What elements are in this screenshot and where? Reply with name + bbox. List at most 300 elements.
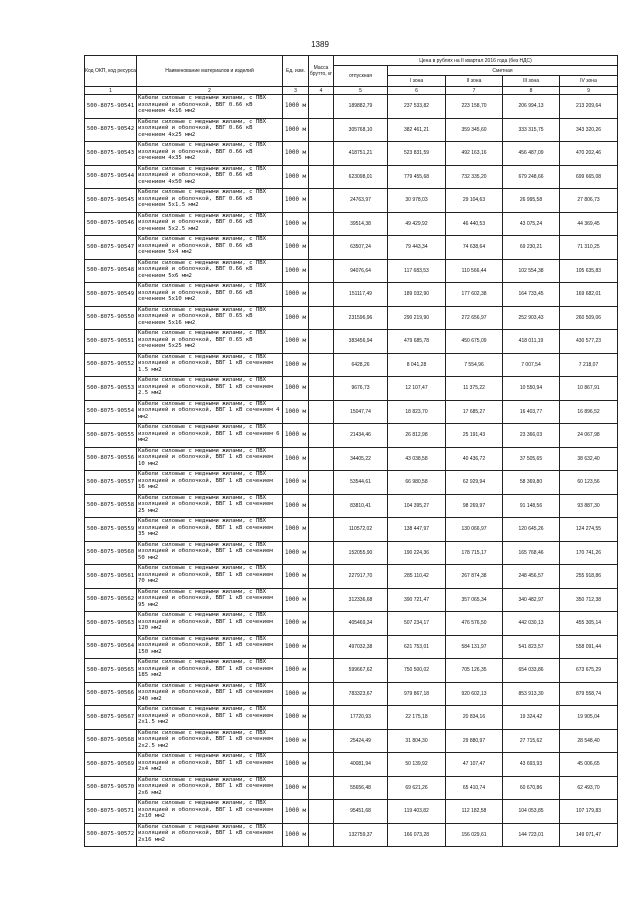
material-name: Кабели силовые с медными жилами, с ПВХ изоляцией и оболочкой, ВВГ 0.66 кВ сечением 5х1.5 мм2 — [137, 189, 283, 213]
estimate-price-zone-1: 22 175,18 — [388, 706, 446, 730]
table-row — [85, 330, 618, 354]
estimate-price-zone-4: 343 320,26 — [560, 118, 618, 142]
estimate-price-zone-1: 779 455,68 — [388, 165, 446, 189]
resource-code: 500-8075-90544 — [85, 165, 137, 189]
estimate-price-zone-2: 732 335,20 — [446, 165, 503, 189]
col-number: 7 — [446, 87, 503, 95]
price-table — [84, 55, 618, 847]
release-price: 405469,34 — [334, 612, 388, 636]
table-row — [85, 729, 618, 753]
unit-of-measure: 1000 м — [283, 612, 309, 636]
col-number: 6 — [388, 87, 446, 95]
gross-mass — [309, 682, 334, 706]
material-name: Кабели силовые с медными жилами, с ПВХ изоляцией и оболочкой, ВВГ 1 кВ сечением 120 мм2 — [137, 612, 283, 636]
resource-code: 500-8075-90568 — [85, 729, 137, 753]
estimate-price-zone-1: 12 107,47 — [388, 377, 446, 401]
release-price: 9676,73 — [334, 377, 388, 401]
estimate-price-zone-2: 112 182,58 — [446, 800, 503, 824]
material-name: Кабели силовые с медными жилами, с ПВХ изоляцией и оболочкой, ВВГ 1 кВ сечением 50 мм2 — [137, 541, 283, 565]
gross-mass — [309, 729, 334, 753]
resource-code: 500-8075-90570 — [85, 776, 137, 800]
estimate-price-zone-1: 979 867,18 — [388, 682, 446, 706]
unit-of-measure: 1000 м — [283, 518, 309, 542]
release-price: 599667,62 — [334, 659, 388, 683]
estimate-price-zone-1: 117 683,53 — [388, 259, 446, 283]
col-number: 1 — [85, 87, 137, 95]
estimate-price-zone-2: 110 566,44 — [446, 259, 503, 283]
estimate-price-zone-3: 43 693,93 — [503, 753, 560, 777]
table-row — [85, 612, 618, 636]
estimate-price-zone-4: 44 369,45 — [560, 212, 618, 236]
material-name: Кабели силовые с медными жилами, с ПВХ изоляцией и оболочкой, ВВГ 1 кВ сечением 240 мм2 — [137, 682, 283, 706]
unit-of-measure: 1000 м — [283, 565, 309, 589]
gross-mass — [309, 706, 334, 730]
table-row — [85, 635, 618, 659]
table-row — [85, 283, 618, 307]
estimate-price-zone-4: 19 905,04 — [560, 706, 618, 730]
resource-code: 500-8075-90549 — [85, 283, 137, 307]
unit-of-measure: 1000 м — [283, 330, 309, 354]
gross-mass — [309, 565, 334, 589]
resource-code: 500-8075-90553 — [85, 377, 137, 401]
header-unit: Ед. изм. — [283, 56, 309, 87]
estimate-price-zone-1: 523 831,59 — [388, 142, 446, 166]
col-number: 9 — [560, 87, 618, 95]
header-price-title: Цена в рублях на II квартал 2016 года (без НДС) — [334, 56, 618, 66]
estimate-price-zone-4: 213 209,64 — [560, 95, 618, 119]
release-price: 312336,68 — [334, 588, 388, 612]
material-name: Кабели силовые с медными жилами, с ПВХ изоляцией и оболочкой, ВВГ 0.66 кВ сечением 4х35 мм2 — [137, 142, 283, 166]
estimate-price-zone-1: 18 823,70 — [388, 400, 446, 424]
gross-mass — [309, 494, 334, 518]
material-name: Кабели силовые с медными жилами, с ПВХ изоляцией и оболочкой, ВВГ 1 кВ сечением 10 мм2 — [137, 447, 283, 471]
material-name: Кабели силовые с медными жилами, с ПВХ изоляцией и оболочкой, ВВГ 0.65 кВ сечением 5х25 мм2 — [137, 330, 283, 354]
estimate-price-zone-3: 102 554,38 — [503, 259, 560, 283]
estimate-price-zone-1: 43 038,58 — [388, 447, 446, 471]
material-name: Кабели силовые с медными жилами, с ПВХ изоляцией и оболочкой, ВВГ 0.65 кВ сечением 5х16 мм2 — [137, 306, 283, 330]
estimate-price-zone-4: 45 006,65 — [560, 753, 618, 777]
header-name: Наименование материалов и изделий — [137, 56, 283, 87]
release-price: 34405,22 — [334, 447, 388, 471]
estimate-price-zone-1: 750 500,02 — [388, 659, 446, 683]
estimate-price-zone-3: 206 994,13 — [503, 95, 560, 119]
unit-of-measure: 1000 м — [283, 635, 309, 659]
estimate-price-zone-4: 7 218,07 — [560, 353, 618, 377]
table-row — [85, 753, 618, 777]
gross-mass — [309, 588, 334, 612]
resource-code: 500-8075-90565 — [85, 659, 137, 683]
table-row — [85, 659, 618, 683]
unit-of-measure: 1000 м — [283, 212, 309, 236]
gross-mass — [309, 283, 334, 307]
unit-of-measure: 1000 м — [283, 823, 309, 847]
estimate-price-zone-1: 79 443,34 — [388, 236, 446, 260]
release-price: 39514,38 — [334, 212, 388, 236]
resource-code: 500-8075-90563 — [85, 612, 137, 636]
estimate-price-zone-3: 58 369,80 — [503, 471, 560, 495]
table-row — [85, 259, 618, 283]
release-price: 383456,94 — [334, 330, 388, 354]
material-name: Кабели силовые с медными жилами, с ПВХ изоляцией и оболочкой, ВВГ 0.66 кВ сечением 4х25 мм2 — [137, 118, 283, 142]
estimate-price-zone-4: 28 548,40 — [560, 729, 618, 753]
gross-mass — [309, 142, 334, 166]
gross-mass — [309, 518, 334, 542]
material-name: Кабели силовые с медными жилами, с ПВХ изоляцией и оболочкой, ВВГ 1 кВ сечением 70 мм2 — [137, 565, 283, 589]
estimate-price-zone-2: 11 375,22 — [446, 377, 503, 401]
estimate-price-zone-2: 25 191,43 — [446, 424, 503, 448]
unit-of-measure: 1000 м — [283, 447, 309, 471]
estimate-price-zone-1: 190 224,36 — [388, 541, 446, 565]
unit-of-measure: 1000 м — [283, 377, 309, 401]
unit-of-measure: 1000 м — [283, 588, 309, 612]
material-name: Кабели силовые с медными жилами, с ПВХ изоляцией и оболочкой, ВВГ 0.66 кВ сечением 4х50 мм2 — [137, 165, 283, 189]
gross-mass — [309, 353, 334, 377]
unit-of-measure: 1000 м — [283, 682, 309, 706]
estimate-price-zone-4: 62 493,70 — [560, 776, 618, 800]
gross-mass — [309, 165, 334, 189]
unit-of-measure: 1000 м — [283, 494, 309, 518]
material-name: Кабели силовые с медными жилами, с ПВХ изоляцией и оболочкой, ВВГ 1 кВ сечением 2х1.5 мм2 — [137, 706, 283, 730]
table-row — [85, 95, 618, 119]
estimate-price-zone-4: 430 577,23 — [560, 330, 618, 354]
estimate-price-zone-3: 853 913,30 — [503, 682, 560, 706]
estimate-price-zone-3: 164 733,45 — [503, 283, 560, 307]
unit-of-measure: 1000 м — [283, 729, 309, 753]
resource-code: 500-8075-90551 — [85, 330, 137, 354]
material-name: Кабели силовые с медными жилами, с ПВХ изоляцией и оболочкой, ВВГ 1 кВ сечением 2х2.5 мм2 — [137, 729, 283, 753]
estimate-price-zone-2: 272 656,97 — [446, 306, 503, 330]
unit-of-measure: 1000 м — [283, 471, 309, 495]
material-name: Кабели силовые с медными жилами, с ПВХ изоляцией и оболочкой, ВВГ 1 кВ сечением 35 мм2 — [137, 518, 283, 542]
estimate-price-zone-4: 149 071,47 — [560, 823, 618, 847]
estimate-price-zone-1: 479 685,78 — [388, 330, 446, 354]
unit-of-measure: 1000 м — [283, 189, 309, 213]
estimate-price-zone-4: 105 635,83 — [560, 259, 618, 283]
release-price: 305768,10 — [334, 118, 388, 142]
header-mass: Масса брутто, кг — [309, 56, 334, 87]
release-price: 95451,68 — [334, 800, 388, 824]
unit-of-measure: 1000 м — [283, 283, 309, 307]
estimate-price-zone-4: 27 806,73 — [560, 189, 618, 213]
gross-mass — [309, 471, 334, 495]
table-row — [85, 142, 618, 166]
resource-code: 500-8075-90555 — [85, 424, 137, 448]
table-row — [85, 706, 618, 730]
gross-mass — [309, 189, 334, 213]
estimate-price-zone-4: 260 509,06 — [560, 306, 618, 330]
estimate-price-zone-1: 8 041,28 — [388, 353, 446, 377]
table-row — [85, 541, 618, 565]
estimate-price-zone-2: 476 576,50 — [446, 612, 503, 636]
gross-mass — [309, 259, 334, 283]
estimate-price-zone-1: 49 429,92 — [388, 212, 446, 236]
gross-mass — [309, 541, 334, 565]
release-price: 152055,90 — [334, 541, 388, 565]
table-row — [85, 494, 618, 518]
table-row — [85, 118, 618, 142]
gross-mass — [309, 306, 334, 330]
estimate-price-zone-1: 69 621,26 — [388, 776, 446, 800]
estimate-price-zone-2: 98 269,97 — [446, 494, 503, 518]
estimate-price-zone-4: 16 896,52 — [560, 400, 618, 424]
estimate-price-zone-1: 621 753,01 — [388, 635, 446, 659]
release-price: 53544,61 — [334, 471, 388, 495]
resource-code: 500-8075-90567 — [85, 706, 137, 730]
release-price: 783323,67 — [334, 682, 388, 706]
estimate-price-zone-3: 654 033,86 — [503, 659, 560, 683]
release-price: 151117,49 — [334, 283, 388, 307]
estimate-price-zone-4: 10 867,91 — [560, 377, 618, 401]
estimate-price-zone-4: 255 918,86 — [560, 565, 618, 589]
material-name: Кабели силовые с медными жилами, с ПВХ изоляцией и оболочкой, ВВГ 1 кВ сечением 2х6 мм2 — [137, 776, 283, 800]
gross-mass — [309, 635, 334, 659]
table-row — [85, 823, 618, 847]
release-price: 231596,96 — [334, 306, 388, 330]
material-name: Кабели силовые с медными жилами, с ПВХ изоляцией и оболочкой, ВВГ 0.66 кВ сечением 5х6 мм2 — [137, 259, 283, 283]
estimate-price-zone-2: 74 638,64 — [446, 236, 503, 260]
unit-of-measure: 1000 м — [283, 659, 309, 683]
gross-mass — [309, 447, 334, 471]
release-price: 623098,01 — [334, 165, 388, 189]
table-row — [85, 212, 618, 236]
estimate-price-zone-1: 237 533,82 — [388, 95, 446, 119]
table-row — [85, 565, 618, 589]
header-code: Код ОКП, код ресурса — [85, 56, 137, 87]
unit-of-measure: 1000 м — [283, 236, 309, 260]
gross-mass — [309, 659, 334, 683]
unit-of-measure: 1000 м — [283, 541, 309, 565]
gross-mass — [309, 95, 334, 119]
resource-code: 500-8075-90557 — [85, 471, 137, 495]
gross-mass — [309, 823, 334, 847]
release-price: 497032,38 — [334, 635, 388, 659]
release-price: 24763,97 — [334, 189, 388, 213]
header-otpusknaya: отпускная — [334, 66, 388, 87]
unit-of-measure: 1000 м — [283, 353, 309, 377]
gross-mass — [309, 330, 334, 354]
col-number: 4 — [309, 87, 334, 95]
unit-of-measure: 1000 м — [283, 142, 309, 166]
table-row — [85, 424, 618, 448]
estimate-price-zone-2: 130 066,97 — [446, 518, 503, 542]
gross-mass — [309, 400, 334, 424]
resource-code: 500-8075-90543 — [85, 142, 137, 166]
release-price: 418751,21 — [334, 142, 388, 166]
release-price: 63507,24 — [334, 236, 388, 260]
material-name: Кабели силовые с медными жилами, с ПВХ изоляцией и оболочкой, ВВГ 1 кВ сечением 16 мм2 — [137, 471, 283, 495]
table-row — [85, 189, 618, 213]
table-row — [85, 165, 618, 189]
resource-code: 500-8075-90548 — [85, 259, 137, 283]
estimate-price-zone-4: 699 665,08 — [560, 165, 618, 189]
header-zone-4: IV зона — [560, 76, 618, 87]
col-number: 2 — [137, 87, 283, 95]
resource-code: 500-8075-90554 — [85, 400, 137, 424]
estimate-price-zone-2: 177 602,38 — [446, 283, 503, 307]
estimate-price-zone-1: 390 721,47 — [388, 588, 446, 612]
table-row — [85, 447, 618, 471]
table-row — [85, 377, 618, 401]
resource-code: 500-8075-90572 — [85, 823, 137, 847]
estimate-price-zone-1: 285 110,42 — [388, 565, 446, 589]
release-price: 15047,74 — [334, 400, 388, 424]
resource-code: 500-8075-90569 — [85, 753, 137, 777]
estimate-price-zone-3: 69 230,21 — [503, 236, 560, 260]
estimate-price-zone-3: 442 030,13 — [503, 612, 560, 636]
col-number: 3 — [283, 87, 309, 95]
unit-of-measure: 1000 м — [283, 95, 309, 119]
release-price: 83810,41 — [334, 494, 388, 518]
estimate-price-zone-2: 29 880,97 — [446, 729, 503, 753]
estimate-price-zone-3: 91 148,56 — [503, 494, 560, 518]
unit-of-measure: 1000 м — [283, 706, 309, 730]
unit-of-measure: 1000 м — [283, 776, 309, 800]
table-row — [85, 306, 618, 330]
estimate-price-zone-3: 37 505,65 — [503, 447, 560, 471]
resource-code: 500-8075-90561 — [85, 565, 137, 589]
release-price: 55656,48 — [334, 776, 388, 800]
gross-mass — [309, 236, 334, 260]
gross-mass — [309, 776, 334, 800]
resource-code: 500-8075-90546 — [85, 212, 137, 236]
estimate-price-zone-4: 879 558,74 — [560, 682, 618, 706]
estimate-price-zone-2: 47 107,47 — [446, 753, 503, 777]
estimate-price-zone-1: 104 395,27 — [388, 494, 446, 518]
estimate-price-zone-1: 166 073,28 — [388, 823, 446, 847]
estimate-price-zone-3: 679 248,66 — [503, 165, 560, 189]
resource-code: 500-8075-90562 — [85, 588, 137, 612]
estimate-price-zone-1: 382 461,21 — [388, 118, 446, 142]
estimate-price-zone-2: 267 874,38 — [446, 565, 503, 589]
estimate-price-zone-4: 470 202,46 — [560, 142, 618, 166]
unit-of-measure: 1000 м — [283, 800, 309, 824]
estimate-price-zone-4: 124 274,55 — [560, 518, 618, 542]
estimate-price-zone-3: 456 487,09 — [503, 142, 560, 166]
unit-of-measure: 1000 м — [283, 118, 309, 142]
unit-of-measure: 1000 м — [283, 259, 309, 283]
estimate-price-zone-3: 60 670,86 — [503, 776, 560, 800]
material-name: Кабели силовые с медными жилами, с ПВХ изоляцией и оболочкой, ВВГ 1 кВ сечением 150 мм2 — [137, 635, 283, 659]
resource-code: 500-8075-90556 — [85, 447, 137, 471]
table-row — [85, 236, 618, 260]
material-name: Кабели силовые с медными жилами, с ПВХ изоляцией и оболочкой, ВВГ 1 кВ сечением 2х16 мм2 — [137, 823, 283, 847]
estimate-price-zone-4: 455 305,14 — [560, 612, 618, 636]
estimate-price-zone-3: 144 723,01 — [503, 823, 560, 847]
resource-code: 500-8075-90559 — [85, 518, 137, 542]
resource-code: 500-8075-90571 — [85, 800, 137, 824]
page-number: 1389 — [311, 40, 329, 49]
release-price: 6428,26 — [334, 353, 388, 377]
release-price: 17720,93 — [334, 706, 388, 730]
header-zone-1: I зона — [388, 76, 446, 87]
estimate-price-zone-2: 17 685,27 — [446, 400, 503, 424]
table-row — [85, 800, 618, 824]
material-name: Кабели силовые с медными жилами, с ПВХ изоляцией и оболочкой, ВВГ 1 кВ сечением 2х10 мм2 — [137, 800, 283, 824]
estimate-price-zone-1: 30 978,03 — [388, 189, 446, 213]
col-number: 8 — [503, 87, 560, 95]
estimate-price-zone-1: 138 447,97 — [388, 518, 446, 542]
estimate-price-zone-4: 169 682,01 — [560, 283, 618, 307]
release-price: 25424,49 — [334, 729, 388, 753]
estimate-price-zone-1: 26 812,98 — [388, 424, 446, 448]
release-price: 21434,46 — [334, 424, 388, 448]
release-price: 132759,37 — [334, 823, 388, 847]
unit-of-measure: 1000 м — [283, 165, 309, 189]
estimate-price-zone-3: 165 768,46 — [503, 541, 560, 565]
resource-code: 500-8075-90550 — [85, 306, 137, 330]
unit-of-measure: 1000 м — [283, 400, 309, 424]
estimate-price-zone-2: 46 440,53 — [446, 212, 503, 236]
table-row — [85, 776, 618, 800]
release-price: 94076,64 — [334, 259, 388, 283]
table-row — [85, 400, 618, 424]
material-name: Кабели силовые с медными жилами, с ПВХ изоляцией и оболочкой, ВВГ 1 кВ сечением 185 мм2 — [137, 659, 283, 683]
estimate-price-zone-4: 170 741,26 — [560, 541, 618, 565]
resource-code: 500-8075-90542 — [85, 118, 137, 142]
gross-mass — [309, 800, 334, 824]
estimate-price-zone-4: 558 091,44 — [560, 635, 618, 659]
estimate-price-zone-2: 223 158,70 — [446, 95, 503, 119]
estimate-price-zone-2: 40 436,72 — [446, 447, 503, 471]
estimate-price-zone-2: 357 065,34 — [446, 588, 503, 612]
material-name: Кабели силовые с медными жилами, с ПВХ изоляцией и оболочкой, ВВГ 1 кВ сечением 95 мм2 — [137, 588, 283, 612]
estimate-price-zone-1: 31 804,30 — [388, 729, 446, 753]
material-name: Кабели силовые с медными жилами, с ПВХ изоляцией и оболочкой, ВВГ 0.66 кВ сечением 5х2.5 мм2 — [137, 212, 283, 236]
col-number: 5 — [334, 87, 388, 95]
estimate-price-zone-2: 920 602,13 — [446, 682, 503, 706]
release-price: 110572,02 — [334, 518, 388, 542]
estimate-price-zone-1: 507 234,17 — [388, 612, 446, 636]
estimate-price-zone-2: 492 163,16 — [446, 142, 503, 166]
estimate-price-zone-3: 7 007,54 — [503, 353, 560, 377]
estimate-price-zone-1: 50 139,92 — [388, 753, 446, 777]
release-price: 227917,70 — [334, 565, 388, 589]
gross-mass — [309, 612, 334, 636]
estimate-price-zone-3: 27 715,62 — [503, 729, 560, 753]
estimate-price-zone-2: 65 410,74 — [446, 776, 503, 800]
material-name: Кабели силовые с медными жилами, с ПВХ изоляцией и оболочкой, ВВГ 0.66 кВ сечением 5х10 мм2 — [137, 283, 283, 307]
estimate-price-zone-3: 10 550,94 — [503, 377, 560, 401]
material-name: Кабели силовые с медными жилами, с ПВХ изоляцией и оболочкой, ВВГ 1 кВ сечением 2.5 мм2 — [137, 377, 283, 401]
gross-mass — [309, 424, 334, 448]
material-name: Кабели силовые с медными жилами, с ПВХ изоляцией и оболочкой, ВВГ 1 кВ сечением 1.5 мм2 — [137, 353, 283, 377]
estimate-price-zone-3: 340 482,97 — [503, 588, 560, 612]
table-row — [85, 588, 618, 612]
resource-code: 500-8075-90564 — [85, 635, 137, 659]
estimate-price-zone-4: 71 310,25 — [560, 236, 618, 260]
resource-code: 500-8075-90552 — [85, 353, 137, 377]
table-row — [85, 518, 618, 542]
resource-code: 500-8075-90558 — [85, 494, 137, 518]
estimate-price-zone-1: 290 219,90 — [388, 306, 446, 330]
gross-mass — [309, 753, 334, 777]
estimate-price-zone-4: 38 632,40 — [560, 447, 618, 471]
resource-code: 500-8075-90541 — [85, 95, 137, 119]
estimate-price-zone-2: 178 715,17 — [446, 541, 503, 565]
estimate-price-zone-2: 450 675,09 — [446, 330, 503, 354]
header-smetnaya: Сметная — [388, 66, 618, 76]
unit-of-measure: 1000 м — [283, 306, 309, 330]
material-name: Кабели силовые с медными жилами, с ПВХ изоляцией и оболочкой, ВВГ 1 кВ сечением 25 мм2 — [137, 494, 283, 518]
material-name: Кабели силовые с медными жилами, с ПВХ изоляцией и оболочкой, ВВГ 1 кВ сечением 4 мм2 — [137, 400, 283, 424]
gross-mass — [309, 118, 334, 142]
estimate-price-zone-4: 60 123,56 — [560, 471, 618, 495]
resource-code: 500-8075-90547 — [85, 236, 137, 260]
header-zone-3: III зона — [503, 76, 560, 87]
estimate-price-zone-4: 673 675,29 — [560, 659, 618, 683]
estimate-price-zone-2: 156 029,61 — [446, 823, 503, 847]
estimate-price-zone-1: 66 980,58 — [388, 471, 446, 495]
